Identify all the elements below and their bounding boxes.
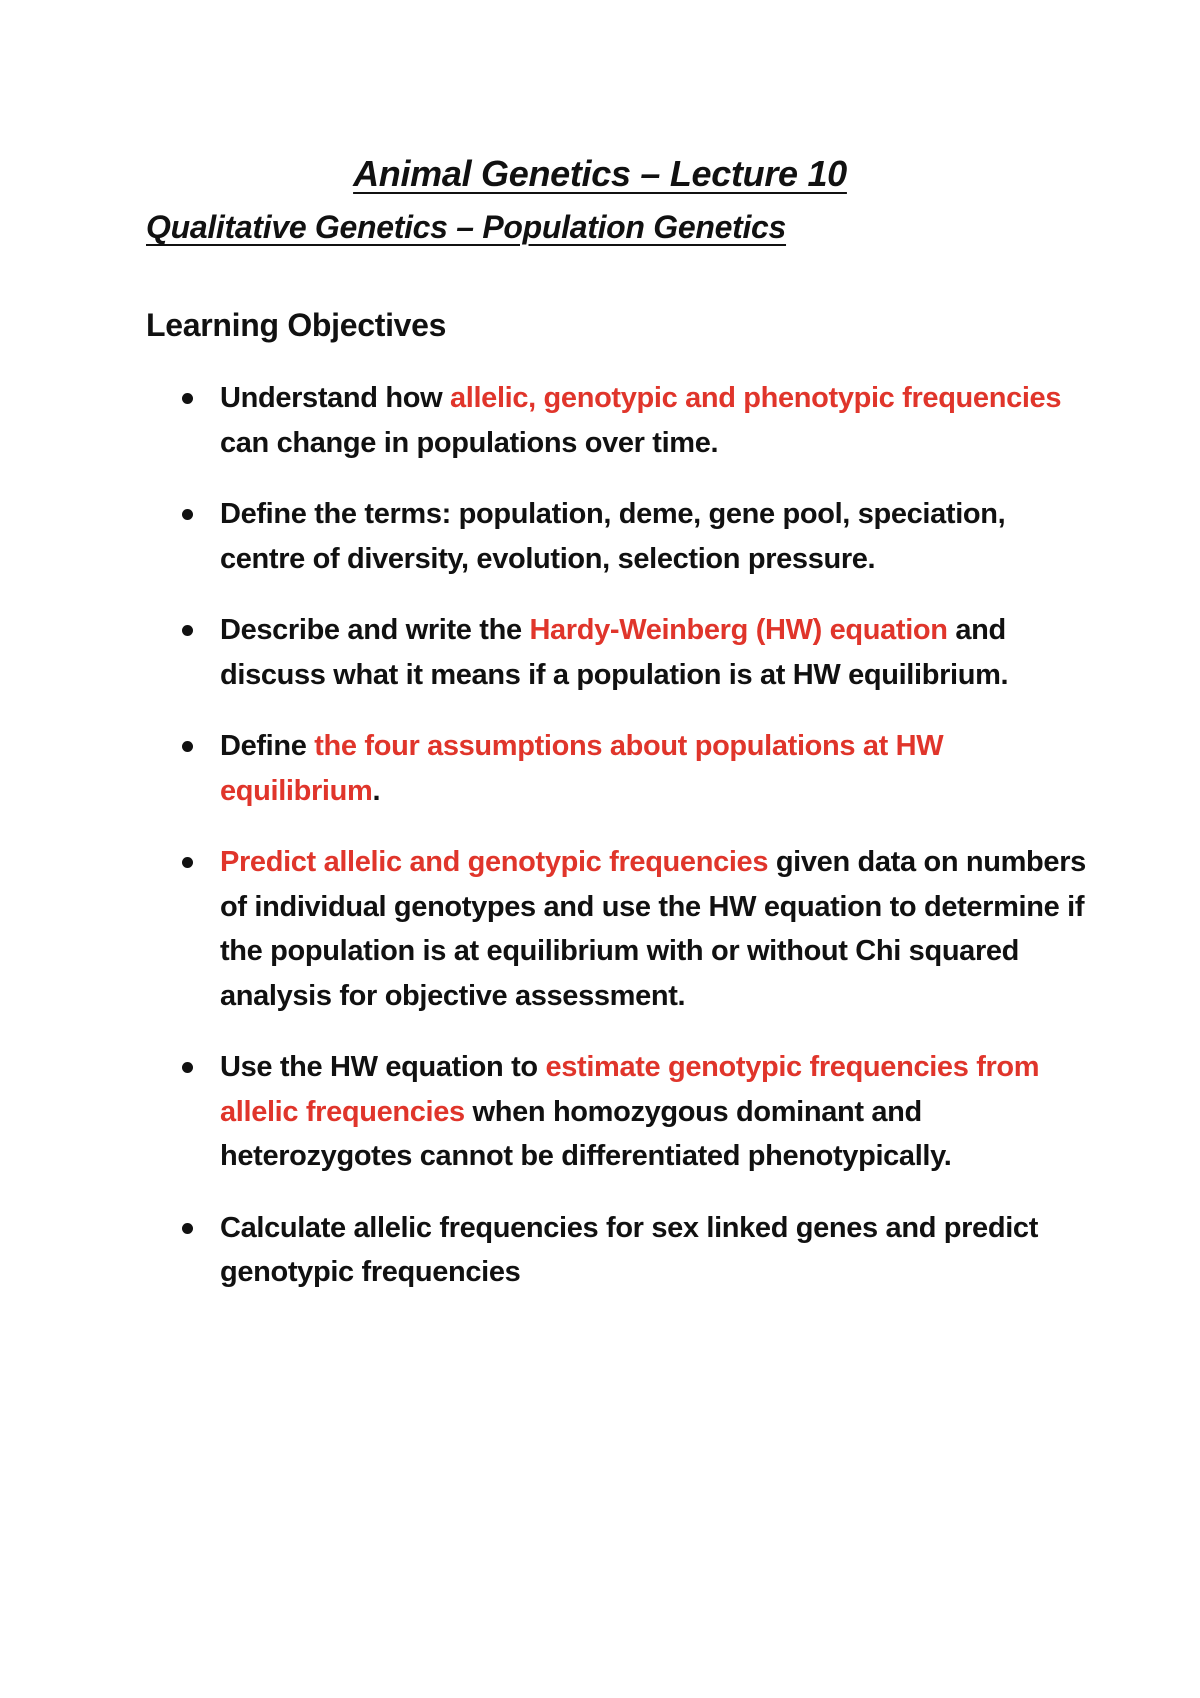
objective-text: can change in populations over time. <box>220 426 719 459</box>
learning-objectives-heading: Learning Objectives <box>146 307 447 343</box>
objective-text: Use the HW equation to <box>220 1051 546 1083</box>
bullet-icon <box>182 1062 193 1073</box>
objective-highlight: estimate genotypic frequencies from allelic frequencies <box>220 1051 1040 1128</box>
objectives-list <box>146 376 1086 1322</box>
bullet-icon <box>182 1223 193 1234</box>
objective-text: and discuss what it means if a population is at HW equilibrium. <box>220 614 1009 691</box>
objective-item <box>146 608 1086 697</box>
objective-text: Define the terms: population, deme, gene pool, speciation, centre of diversity, evolution, selection pressure. <box>220 498 1006 575</box>
objective-highlight: Hardy-Weinberg (HW) equation <box>529 614 948 646</box>
bullet-icon <box>182 509 193 520</box>
objective-item <box>146 1045 1086 1179</box>
objective-text: Calculate allelic frequencies for sex linked genes and predict genotypic frequencies <box>220 1211 1038 1288</box>
objective-highlight: allelic, genotypic and phenotypic frequencies <box>449 382 1062 414</box>
objective-item <box>146 376 1086 465</box>
objective-text: given data on numbers of individual genotypes and use the HW equation to determine if the population is at equilibrium with or without Chi squared analysis for objective assessment. <box>220 846 1086 1012</box>
document-subtitle: Qualitative Genetics – Population Genetics <box>146 209 787 245</box>
objective-text: when homozygous dominant and heterozygotes cannot be differentiated phenotypically. <box>220 1095 952 1172</box>
objective-text: Describe and write the <box>220 614 530 646</box>
objective-item <box>146 840 1086 1018</box>
objective-highlight: Predict allelic and genotypic frequencies <box>220 846 769 878</box>
objective-highlight: the four assumptions about populations at HW equilibrium <box>220 730 944 807</box>
document-title: Animal Genetics – Lecture 10 <box>353 153 847 194</box>
objective-text: . <box>372 774 381 807</box>
bullet-icon <box>182 741 193 752</box>
bullet-icon <box>182 857 193 868</box>
objective-text: Understand how <box>220 382 450 414</box>
objective-item <box>146 492 1086 581</box>
objective-item <box>146 1206 1086 1295</box>
bullet-icon <box>182 393 193 404</box>
bullet-icon <box>182 625 193 636</box>
objective-text: Define <box>220 730 315 762</box>
objective-item <box>146 724 1086 813</box>
